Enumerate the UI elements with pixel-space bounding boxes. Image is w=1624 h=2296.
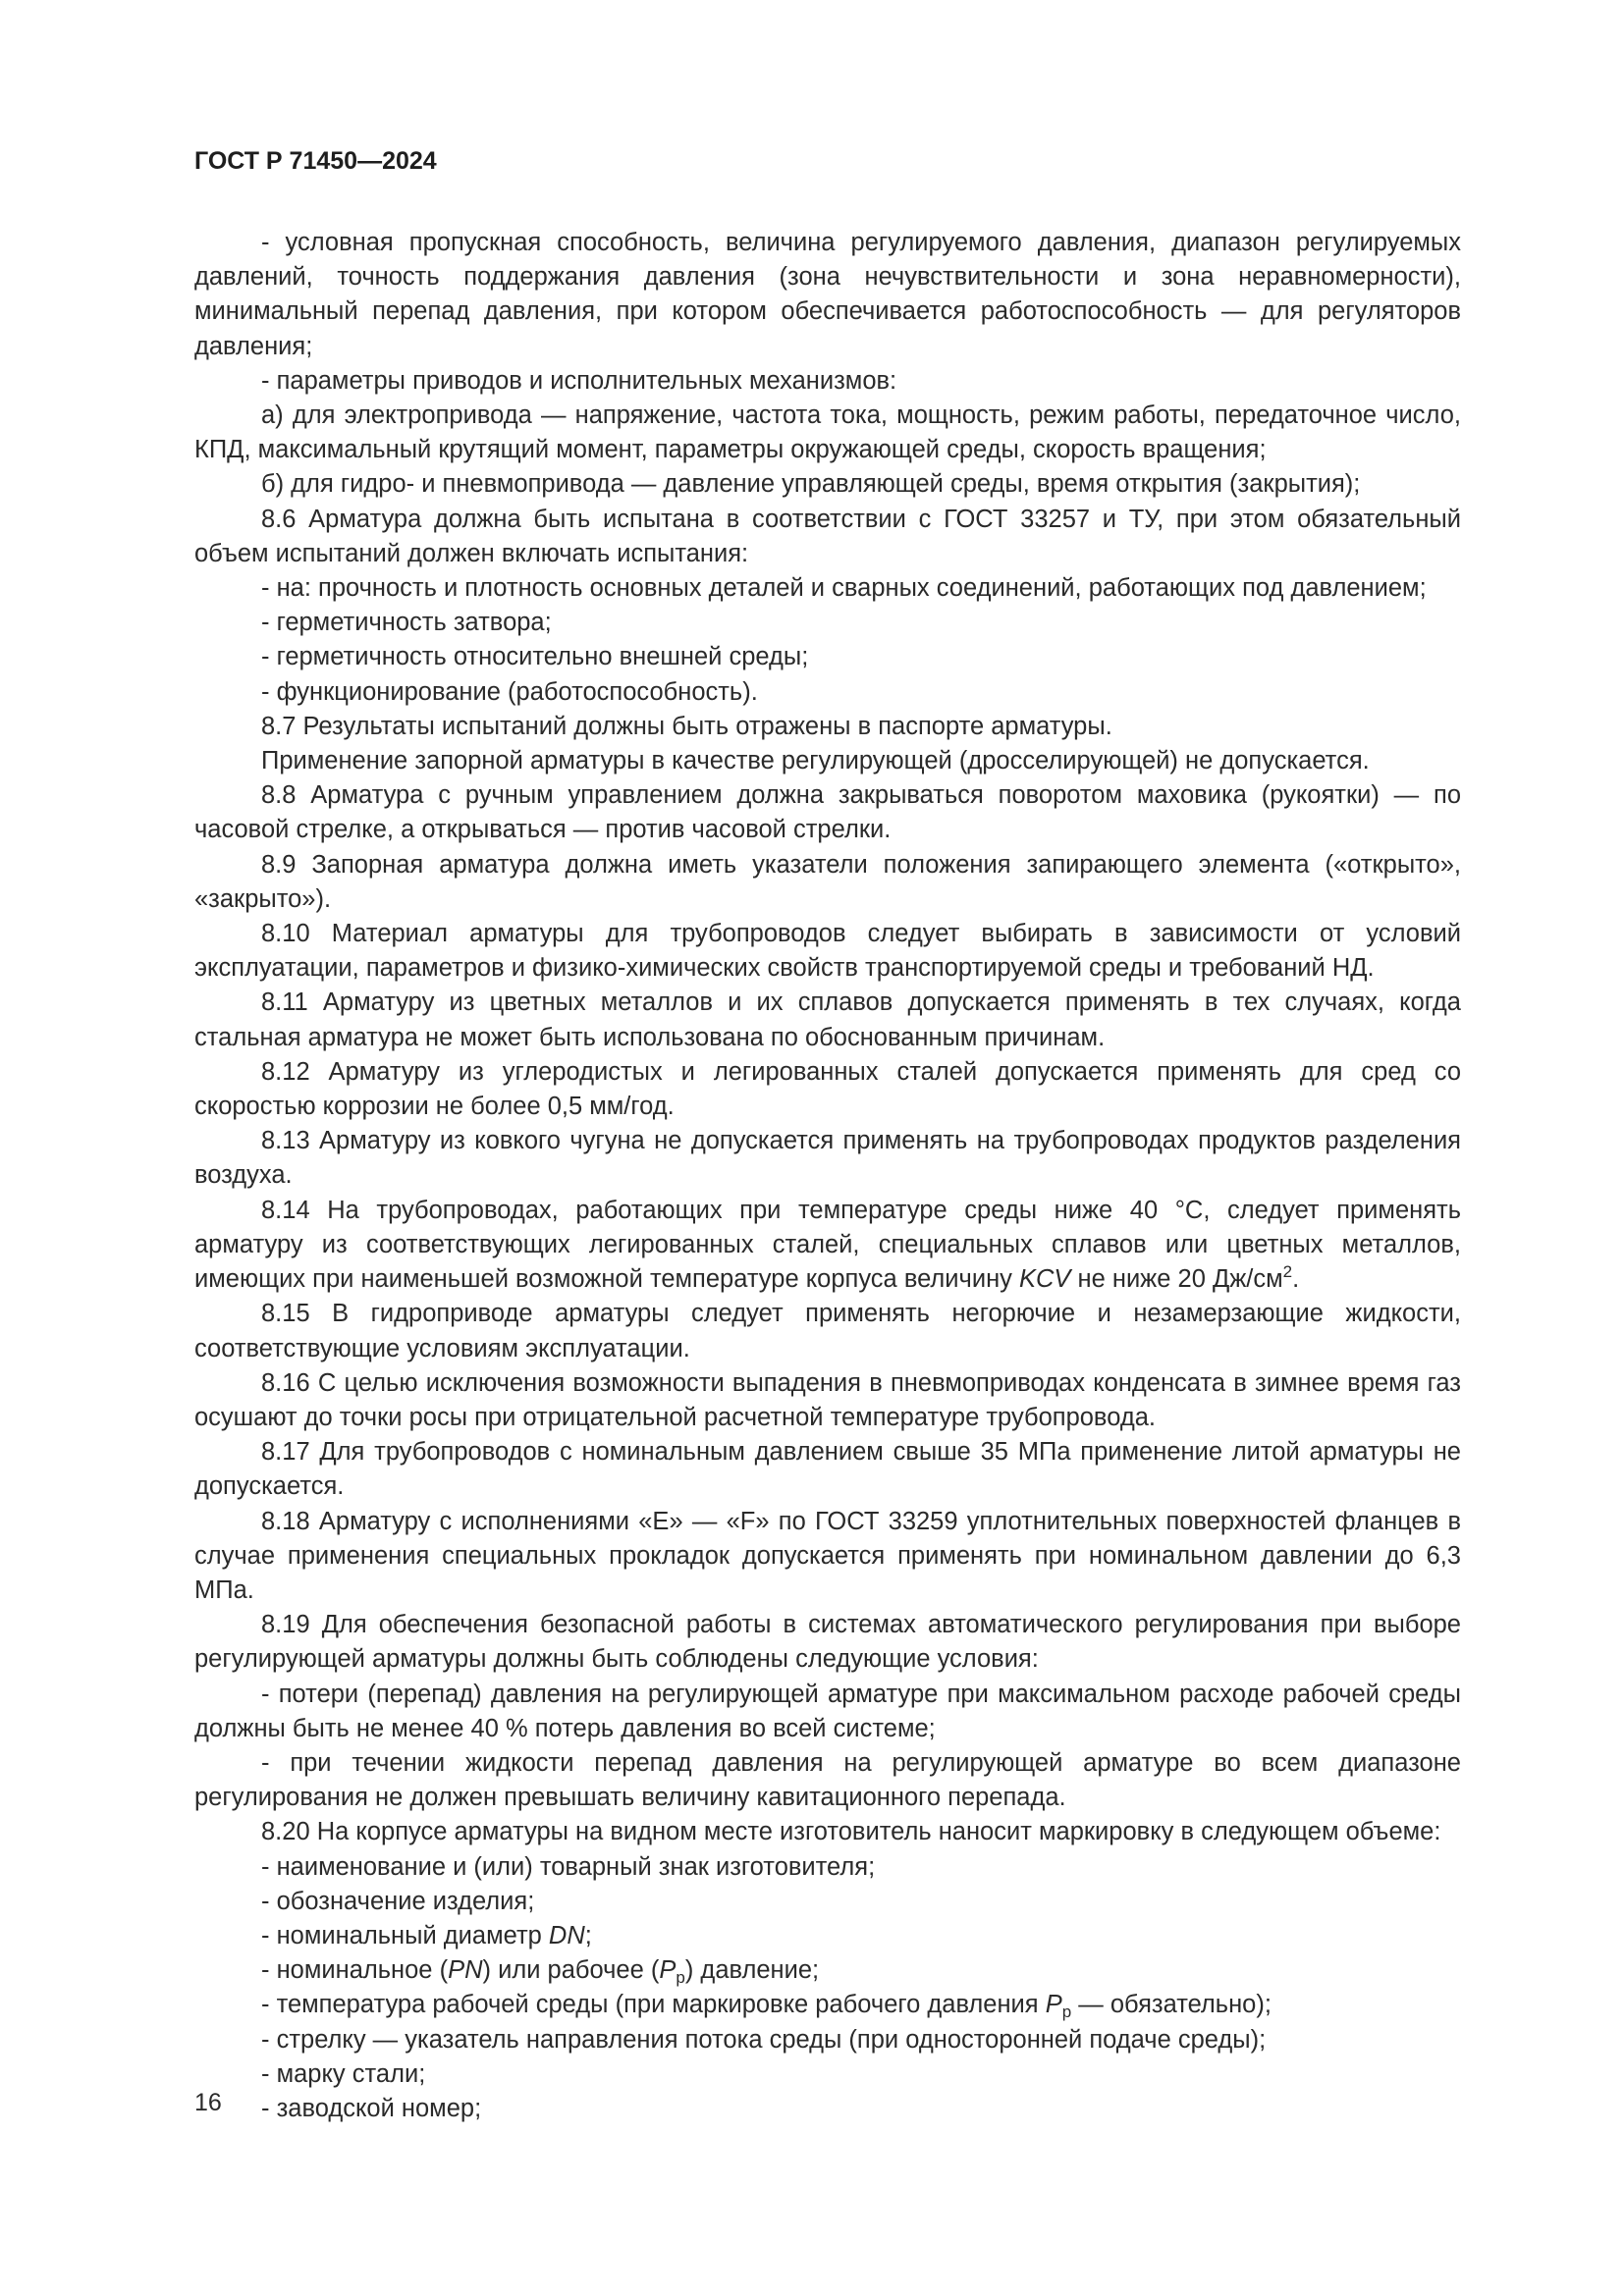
- paragraph: б) для гидро- и пневмопривода — давление управляющей среды, время открытия (закрытия);: [261, 470, 1361, 499]
- text-run: KCV: [1018, 1265, 1071, 1294]
- document-body: [194, 226, 1461, 2126]
- text-run: — обязательно);: [1071, 1991, 1272, 2019]
- list-item: - герметичность относительно внешней среды;: [261, 643, 809, 671]
- list-item: - обозначение изделия;: [261, 1887, 535, 1915]
- text-run: - номинальный диаметр: [261, 1921, 549, 1949]
- paragraph: 8.20 На корпусе арматуры на видном месте изготовитель наносит маркировку в следующем объеме:: [261, 1818, 1441, 1846]
- paragraph: а) для электропривода — напряжение, частота тока, мощность, режим работы, передаточное число, КПД, максимальный крутящий момент, параметры окружающей среды, скорость вращения;: [194, 401, 1461, 464]
- text-run: 8.14 На трубопроводах, работающих при температуре среды ниже 40 °С, следует применять арматуру из соответствующих легированных сталей, специальных сплавов или цветных металлов, имеющих при наименьшей возможной температуре корпуса величину: [194, 1196, 1461, 1294]
- list-item: - на: прочность и плотность основных деталей и сварных соединений, работающих под давлением;: [261, 574, 1427, 603]
- paragraph: - условная пропускная способность, величина регулируемого давления, диапазон регулируемых давлений, точность поддержания давления (зона нечувствительности и зона неравномерности), минимальный перепад давления, при котором обеспечивается работоспособность — для регуляторов давления;: [194, 229, 1461, 360]
- paragraph: 8.13 Арматуру из ковкого чугуна не допускается применять на трубопроводах продуктов разделения воздуха.: [194, 1127, 1461, 1190]
- text-run: .: [1292, 1265, 1300, 1294]
- paragraph: 8.18 Арматуру с исполнениями «Е» — «F» по ГОСТ 33259 уплотнительных поверхностей фланцев в случае применения специальных прокладок допускается применять при номинальном давлении до 6,3 МПа.: [194, 1507, 1461, 1604]
- list-item: - функционирование (работоспособность).: [261, 677, 758, 706]
- list-item: [194, 1919, 1461, 1953]
- text-run: р: [676, 1968, 685, 1988]
- paragraph: - при течении жидкости перепад давления на регулирующей арматуре во всем диапазоне регулирования не должен превышать величину кавитационного перепада.: [194, 1748, 1461, 1812]
- paragraph: [194, 1194, 1461, 1298]
- paragraph: 8.8 Арматура с ручным управлением должна закрываться поворотом маховика (рукоятки) — по часовой стрелке, а открываться — против часовой стрелки.: [194, 781, 1461, 844]
- list-item: - марку стали;: [261, 2059, 426, 2088]
- list-item: - наименование и (или) товарный знак изготовителя;: [261, 1852, 876, 1881]
- text-run: PN: [448, 1956, 483, 1985]
- paragraph: 8.15 В гидроприводе арматуры следует применять негорючие и незамерзающие жидкости, соответствующие условиям эксплуатации.: [194, 1300, 1461, 1362]
- text-run: DN: [548, 1921, 585, 1949]
- list-item: - стрелку — указатель направления потока среды (при односторонней подаче среды);: [261, 2025, 1267, 2054]
- paragraph: 8.11 Арматуру из цветных металлов и их сплавов допускается применять в тех случаях, когда стальная арматура не может быть использована по обоснованным причинам.: [194, 988, 1461, 1051]
- paragraph: 8.9 Запорная арматура должна иметь указатели положения запирающего элемента («открыто», «закрыто»).: [194, 850, 1461, 913]
- paragraph: 8.17 Для трубопроводов с номинальным давлением свыше 35 МПа применение литой арматуры не допускается.: [194, 1438, 1461, 1501]
- document-header: ГОСТ Р 71450—2024: [194, 147, 437, 175]
- list-item: Применение запорной арматуры в качестве регулирующей (дросселирующей) не допускается.: [261, 747, 1370, 775]
- paragraph: 8.10 Материал арматуры для трубопроводов следует выбирать в зависимости от условий эксплуатации, параметров и физико-химических свойств транспортируемой среды и требований НД.: [194, 920, 1461, 983]
- text-run: P: [1045, 1991, 1062, 2019]
- paragraph: - параметры приводов и исполнительных механизмов:: [261, 366, 897, 395]
- text-run: - температура рабочей среды (при маркировке рабочего давления: [261, 1991, 1046, 2019]
- paragraph: 8.7 Результаты испытаний должны быть отражены в паспорте арматуры.: [261, 712, 1112, 740]
- text-run: ) давление;: [684, 1956, 820, 1985]
- text-run: 2: [1282, 1262, 1293, 1282]
- list-item: - герметичность затвора;: [261, 609, 552, 637]
- paragraph: 8.12 Арматуру из углеродистых и легированных сталей допускается применять для сред со скоростью коррозии не более 0,5 мм/год.: [194, 1057, 1461, 1121]
- text-run: не ниже 20 Дж/см: [1070, 1265, 1283, 1294]
- paragraph: - потери (перепад) давления на регулирующей арматуре при максимальном расходе рабочей среды должны быть не менее 40 % потерь давления во всей системе;: [194, 1680, 1461, 1742]
- paragraph: 8.6 Арматура должна быть испытана в соответствии с ГОСТ 33257 и ТУ, при этом обязательный объем испытаний должен включать испытания:: [194, 505, 1461, 567]
- list-item: - заводской номер;: [261, 2094, 482, 2122]
- text-run: P: [659, 1956, 677, 1985]
- paragraph: 8.19 Для обеспечения безопасной работы в системах автоматического регулирования при выборе регулирующей арматуры должны быть соблюдены следующие условия:: [194, 1611, 1461, 1674]
- text-run: р: [1061, 2002, 1072, 2022]
- page-number: 16: [194, 2089, 222, 2116]
- list-item: [194, 1953, 1461, 1988]
- text-run: ) или рабочее (: [482, 1956, 660, 1985]
- paragraph: 8.16 С целью исключения возможности выпадения в пневмоприводах конденсата в зимнее время газ осушают до точки росы при отрицательной расчетной температуре трубопровода.: [194, 1368, 1461, 1431]
- list-item: [194, 1988, 1461, 2022]
- text-run: - номинальное (: [261, 1956, 449, 1985]
- text-run: ;: [584, 1921, 592, 1949]
